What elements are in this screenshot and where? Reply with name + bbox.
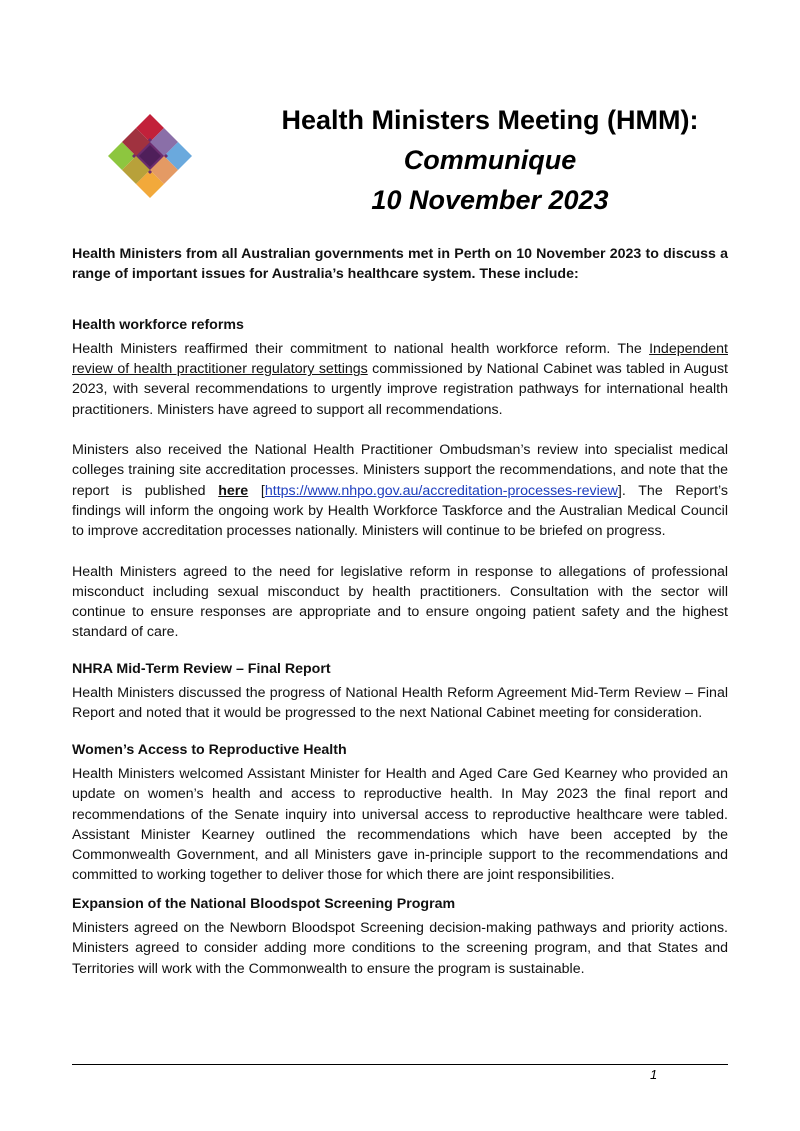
womens-health-paragraph: Health Ministers welcomed Assistant Minister for Health and Aged Care Ged Kearney who provided an update on women’s health and access to reproductive health. In May 2023 the final report and recommendations of the Senate inquiry into universal access to reproductive healthcare were tabled. Assistant Minister Kearney outlined the recommendations which have been accepted by the Commonwealth Government, and all Ministers gave in-principle support to the recommendations and committed to working together to deliver those for which there are joint responsibilities. — [72, 765, 728, 884]
page-number: 1 — [650, 1067, 658, 1082]
title-block — [210, 100, 770, 220]
hmm-logo — [108, 114, 192, 198]
footer-divider — [72, 1064, 728, 1065]
nhra-paragraph: Health Ministers discussed the progress of National Health Reform Agreement Mid-Term Review – Final Report and noted that it would be progressed to the next National Cabinet meeting for consideration. — [72, 685, 728, 722]
nhpo-url-link[interactable]: https://www.nhpo.gov.au/accreditation-processes-review — [264, 482, 618, 499]
page-title: Health Ministers Meeting (HMM): — [281, 105, 699, 135]
here-link[interactable]: here — [218, 482, 249, 499]
page-subtitle: Communique — [403, 145, 577, 175]
intro-paragraph: Health Ministers from all Australian governments met in Perth on 10 November 2023 to discuss a range of important issues for Australia’s healthcare system. These include: — [72, 246, 728, 283]
section-heading-bloodspot: Expansion of the National Bloodspot Screening Program — [72, 895, 456, 912]
section-heading-workforce: Health workforce reforms — [72, 316, 244, 333]
independent-review-link[interactable]: Independent review of health practitioner regulatory settings — [72, 340, 728, 378]
workforce-paragraph-1: Health Ministers reaffirmed their commitment to national health workforce reform. The Independent review of health practitioner regulatory settings commissioned by National Cabinet was tabled in August 2023, with several recommendations to urgently improve registration pathways for international health practitioners. Ministers have agreed to support all recommendations. — [72, 340, 728, 418]
document-body — [72, 244, 728, 979]
bloodspot-paragraph: Ministers agreed on the Newborn Bloodspot Screening decision-making pathways and priority actions. Ministers agreed to consider adding more conditions to the screening program, and that States and Territories will work with the Commonwealth to ensure the program is sustainable. — [72, 920, 728, 977]
page-date: 10 November 2023 — [371, 185, 609, 215]
workforce-paragraph-2: Ministers also received the National Health Practitioner Ombudsman’s review into specialist medical colleges training site accreditation processes. Ministers support the recommendations, and note that the report is published here [https://www.nhpo.gov.au/accreditation-processes-review]. The Report’s findings will inform the ongoing work by Health Workforce Taskforce and the Australian Medical Council to improve accreditation processes nationally. Ministers will continue to be briefed on progress. — [72, 442, 729, 540]
section-heading-womens-health: Women’s Access to Reproductive Health — [72, 741, 347, 758]
workforce-paragraph-3: Health Ministers agreed to the need for legislative reform in response to allegations of professional misconduct including sexual misconduct by health practitioners. Consultation with the sector will continue to ensure responses are appropriate and to ensure ongoing patient safety and the highest standard of care. — [72, 563, 728, 641]
section-heading-nhra: NHRA Mid-Term Review – Final Report — [72, 660, 331, 677]
